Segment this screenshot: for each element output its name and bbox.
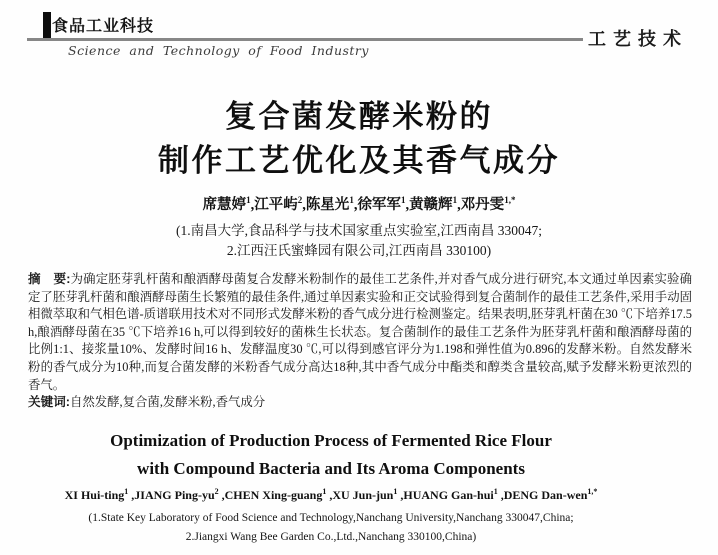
author-superscript: 1 bbox=[493, 487, 498, 496]
author-separator: , bbox=[250, 197, 255, 213]
abstract-label: 摘 要: bbox=[28, 272, 71, 286]
author-separator: , bbox=[497, 488, 504, 502]
author-name: 江平屿 bbox=[254, 197, 298, 213]
journal-logo-bar bbox=[43, 12, 51, 40]
affiliation-en-line2: 2.Jiangxi Wang Bee Garden Co.,Ltd.,Nanchang 330100,China) bbox=[185, 531, 477, 543]
journal-logo: 食品工业科技 bbox=[51, 13, 158, 40]
english-title-line1: Optimization of Production Process of Fermented Rice Flour bbox=[110, 431, 552, 450]
author-name: 徐军军 bbox=[357, 197, 401, 213]
abstract-paragraph bbox=[28, 271, 692, 394]
author-en bbox=[225, 488, 333, 502]
author-separator: , bbox=[326, 488, 333, 502]
affiliation-en-line1: (1.State Key Laboratory of Food Science and Technology,Nanchang University,Nanchang 330047,China; bbox=[88, 512, 574, 524]
keywords-label: 关键词: bbox=[28, 395, 70, 410]
author-separator: , bbox=[353, 197, 358, 213]
author-separator: , bbox=[302, 197, 306, 213]
author-superscript: 1 bbox=[400, 195, 406, 206]
abstract-block bbox=[28, 271, 692, 412]
author-cn bbox=[306, 197, 358, 213]
author-name: 席慧婷 bbox=[202, 197, 247, 213]
author-superscript: 2 bbox=[214, 487, 219, 496]
author-separator: , bbox=[397, 488, 404, 502]
author-superscript: 1 bbox=[452, 195, 458, 206]
affiliation-cn-line1: (1.南昌大学,食品科学与技术国家重点实验室,江西南昌 330047; bbox=[176, 223, 542, 238]
author-cn bbox=[357, 197, 409, 213]
author-name: XU Jun-jun bbox=[332, 488, 394, 502]
header-rule bbox=[27, 38, 583, 41]
author-name: HUANG Gan-hui bbox=[403, 488, 494, 502]
author-name: XI Hui-ting bbox=[64, 488, 125, 502]
author-en bbox=[504, 488, 598, 502]
author-superscript: 1 bbox=[322, 487, 327, 496]
author-cn bbox=[203, 197, 255, 213]
author-cn bbox=[461, 197, 516, 213]
keywords-text: 自然发酵,复合菌,发酵米粉,香气成分 bbox=[69, 395, 266, 410]
author-superscript: 1,* bbox=[504, 195, 516, 206]
journal-name-english: Science and Technology of Food Industry bbox=[68, 43, 369, 58]
author-en bbox=[403, 488, 503, 502]
paper-title-line2: 制作工艺优化及其香气成分 bbox=[158, 143, 560, 178]
author-superscript: 1 bbox=[393, 487, 398, 496]
author-superscript: 1 bbox=[349, 195, 354, 206]
author-en bbox=[134, 488, 224, 502]
authors-cn bbox=[0, 193, 718, 214]
author-en bbox=[332, 488, 403, 502]
author-name: JIANG Ping-yu bbox=[134, 488, 215, 502]
author-name: CHEN Xing-guang bbox=[224, 488, 323, 502]
author-name: DENG Dan-wen bbox=[503, 488, 588, 502]
author-en bbox=[65, 488, 135, 502]
author-cn bbox=[254, 197, 306, 213]
keywords-line bbox=[28, 394, 692, 412]
author-superscript: 1 bbox=[124, 487, 129, 496]
author-superscript: 2 bbox=[297, 195, 303, 206]
author-separator: , bbox=[218, 488, 225, 502]
author-separator: , bbox=[457, 197, 461, 213]
author-separator: , bbox=[405, 197, 410, 213]
abstract-text: 为确定胚芽乳杆菌和酿酒酵母菌复合发酵米粉制作的最佳工艺条件,并对香气成分进行研究,本文通过单因素实验确定了胚芽乳杆菌和酿酒酵母菌生长繁殖的最佳条件,通过单因素实验和正交试验得到复合菌制作的最佳工艺条件,采用手动固相微萃取和气相色谱-质谱联用技术对不同形式发酵米粉的香气成分进行检测鉴定。结果表明,胚芽乳杆菌在30 ℃下培养17.5 h,酿酒酵母菌在35 ℃下培养16 h,可以得到较好的菌株生长状态。复合菌制作的最佳工艺条件为胚芽乳杆菌和酿酒酵母菌的比例1:1、接浆量10%、发酵时间16 h、发酵温度30 ℃,可以得到感官评分为1.198和弹性值为0.896的发酵米粉。自然发酵米粉的香气成分为10种,而复合菌发酵的米粉香气成分高达18种,其中香气成分中酯类和醇类含量较高,赋予发酵米粉更浓烈的香气。 bbox=[28, 272, 692, 392]
affiliation-cn-line2: 2.江西汪氏蜜蜂园有限公司,江西南昌 330100) bbox=[226, 243, 492, 258]
author-superscript: 1,* bbox=[587, 487, 598, 496]
author-name: 黄赣辉 bbox=[409, 197, 453, 213]
author-name: 邓丹雯 bbox=[460, 197, 505, 213]
paper-title-line1: 复合菌发酵米粉的 bbox=[225, 99, 493, 134]
authors-english bbox=[0, 487, 662, 503]
author-superscript: 1 bbox=[246, 195, 251, 206]
english-title-line2: with Compound Bacteria and Its Aroma Components bbox=[137, 459, 525, 478]
author-cn bbox=[409, 197, 461, 213]
author-separator: , bbox=[128, 488, 135, 502]
author-name: 陈星光 bbox=[305, 197, 350, 213]
section-label: 工艺技术 bbox=[588, 29, 688, 49]
